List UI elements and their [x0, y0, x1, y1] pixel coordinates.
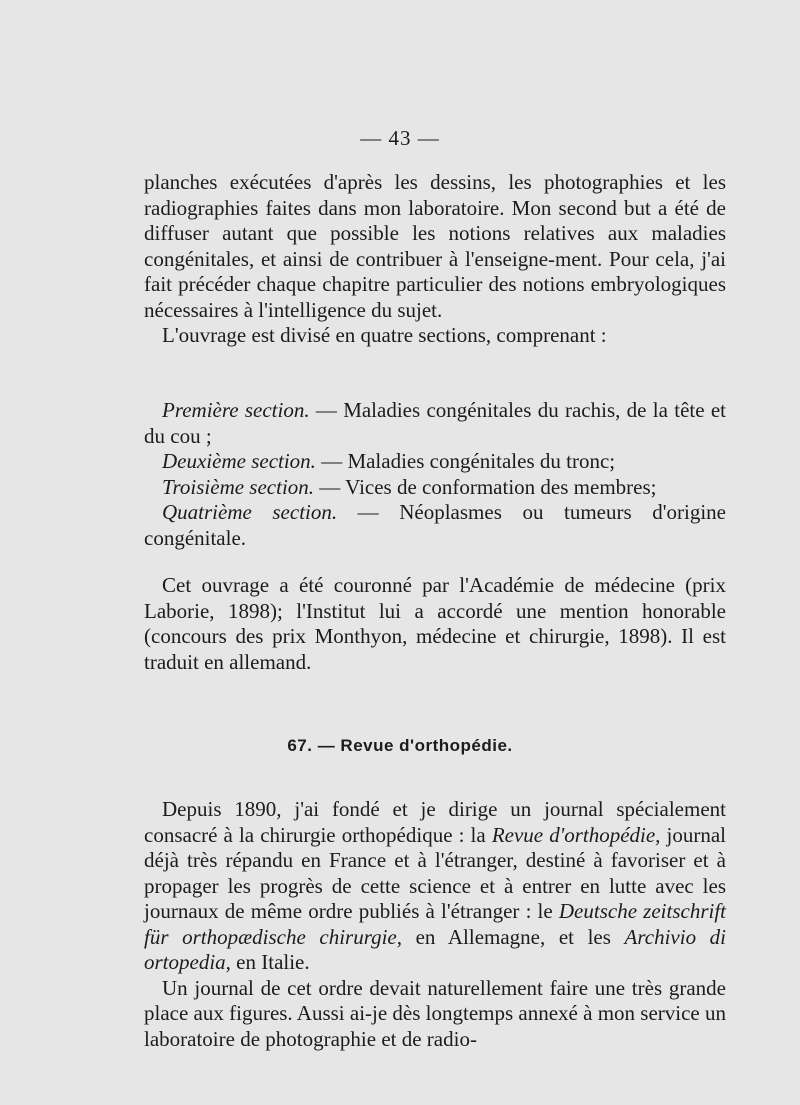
- section-heading: 67. — Revue d'orthopédie.: [287, 736, 513, 755]
- revue-text: [144, 797, 726, 1052]
- sections-list: [144, 398, 726, 551]
- text-run: en Allemagne, et les: [402, 924, 625, 949]
- intro-paragraph-2: L'ouvrage est divisé en quatre sections, comprenant :: [162, 323, 607, 347]
- section-text: — Néoplasmes ou tumeurs d'origine congénitale.: [144, 500, 726, 550]
- section-label: Première section.: [162, 398, 310, 422]
- section-text: — Maladies congénitales du tronc;: [315, 449, 616, 473]
- revue-paragraph-1: [144, 797, 726, 976]
- revue-paragraph-2: Un journal de cet ordre devait naturellement faire une très grande place aux figures. Aussi ai-je dès longtemps annexé à mon service un laboratoire de photographie et de radio-: [144, 975, 726, 1051]
- section-label: Quatrième section.: [162, 500, 338, 524]
- award-paragraph: Cet ouvrage a été couronné par l'Académie de médecine (prix Laborie, 1898); l'Institut lui a accordé une mention honorable (concours des prix Monthyon, médecine et chirurgie, 1898). Il est traduit en allemand.: [144, 573, 726, 674]
- section-label: Troisième section.: [162, 474, 315, 499]
- intro-text: [144, 170, 726, 349]
- text-run: Depuis 1890, j'ai fondé et je dirige un journal spécialement consacré à la chirurgie orthopédique : la: [144, 797, 726, 847]
- section-item: [144, 398, 726, 449]
- section-item: [144, 500, 726, 551]
- section-text: — Maladies congénitales du rachis, de la tête et du cou ;: [144, 398, 726, 448]
- journal-title: Archivio di ortopedia,: [144, 924, 726, 974]
- text-run: en Italie.: [230, 950, 310, 974]
- section-item: [144, 475, 726, 501]
- award-text: [144, 573, 726, 675]
- page-number: — 43 —: [360, 126, 440, 150]
- text-run: journal déjà très répandu en France et à l'étranger, destiné à favoriser et à propager les progrès de cette science et à entrer en lutte avec les journaux de même ordre publiés à l'étranger : le: [144, 822, 727, 923]
- section-text: — Vices de conformation des membres;: [314, 474, 657, 499]
- journal-title: Deutsche zeitschrift für orthopædische chirurgie,: [144, 899, 726, 949]
- section-label: Deuxième section.: [162, 449, 316, 473]
- intro-paragraph-1: planches exécutées d'après les dessins, les photographies et les radiographies faites dans mon laboratoire. Mon second but a été de diffuser autant que possible les notions relatives aux maladies congénitales, et ainsi de contribuer à l'enseigne-ment. Pour cela, j'ai fait précéder chaque chapitre particulier des notions embryologiques nécessaires à l'intelligence du sujet.: [144, 170, 726, 322]
- journal-title: Revue d'orthopédie,: [491, 822, 661, 847]
- section-item: [144, 449, 726, 475]
